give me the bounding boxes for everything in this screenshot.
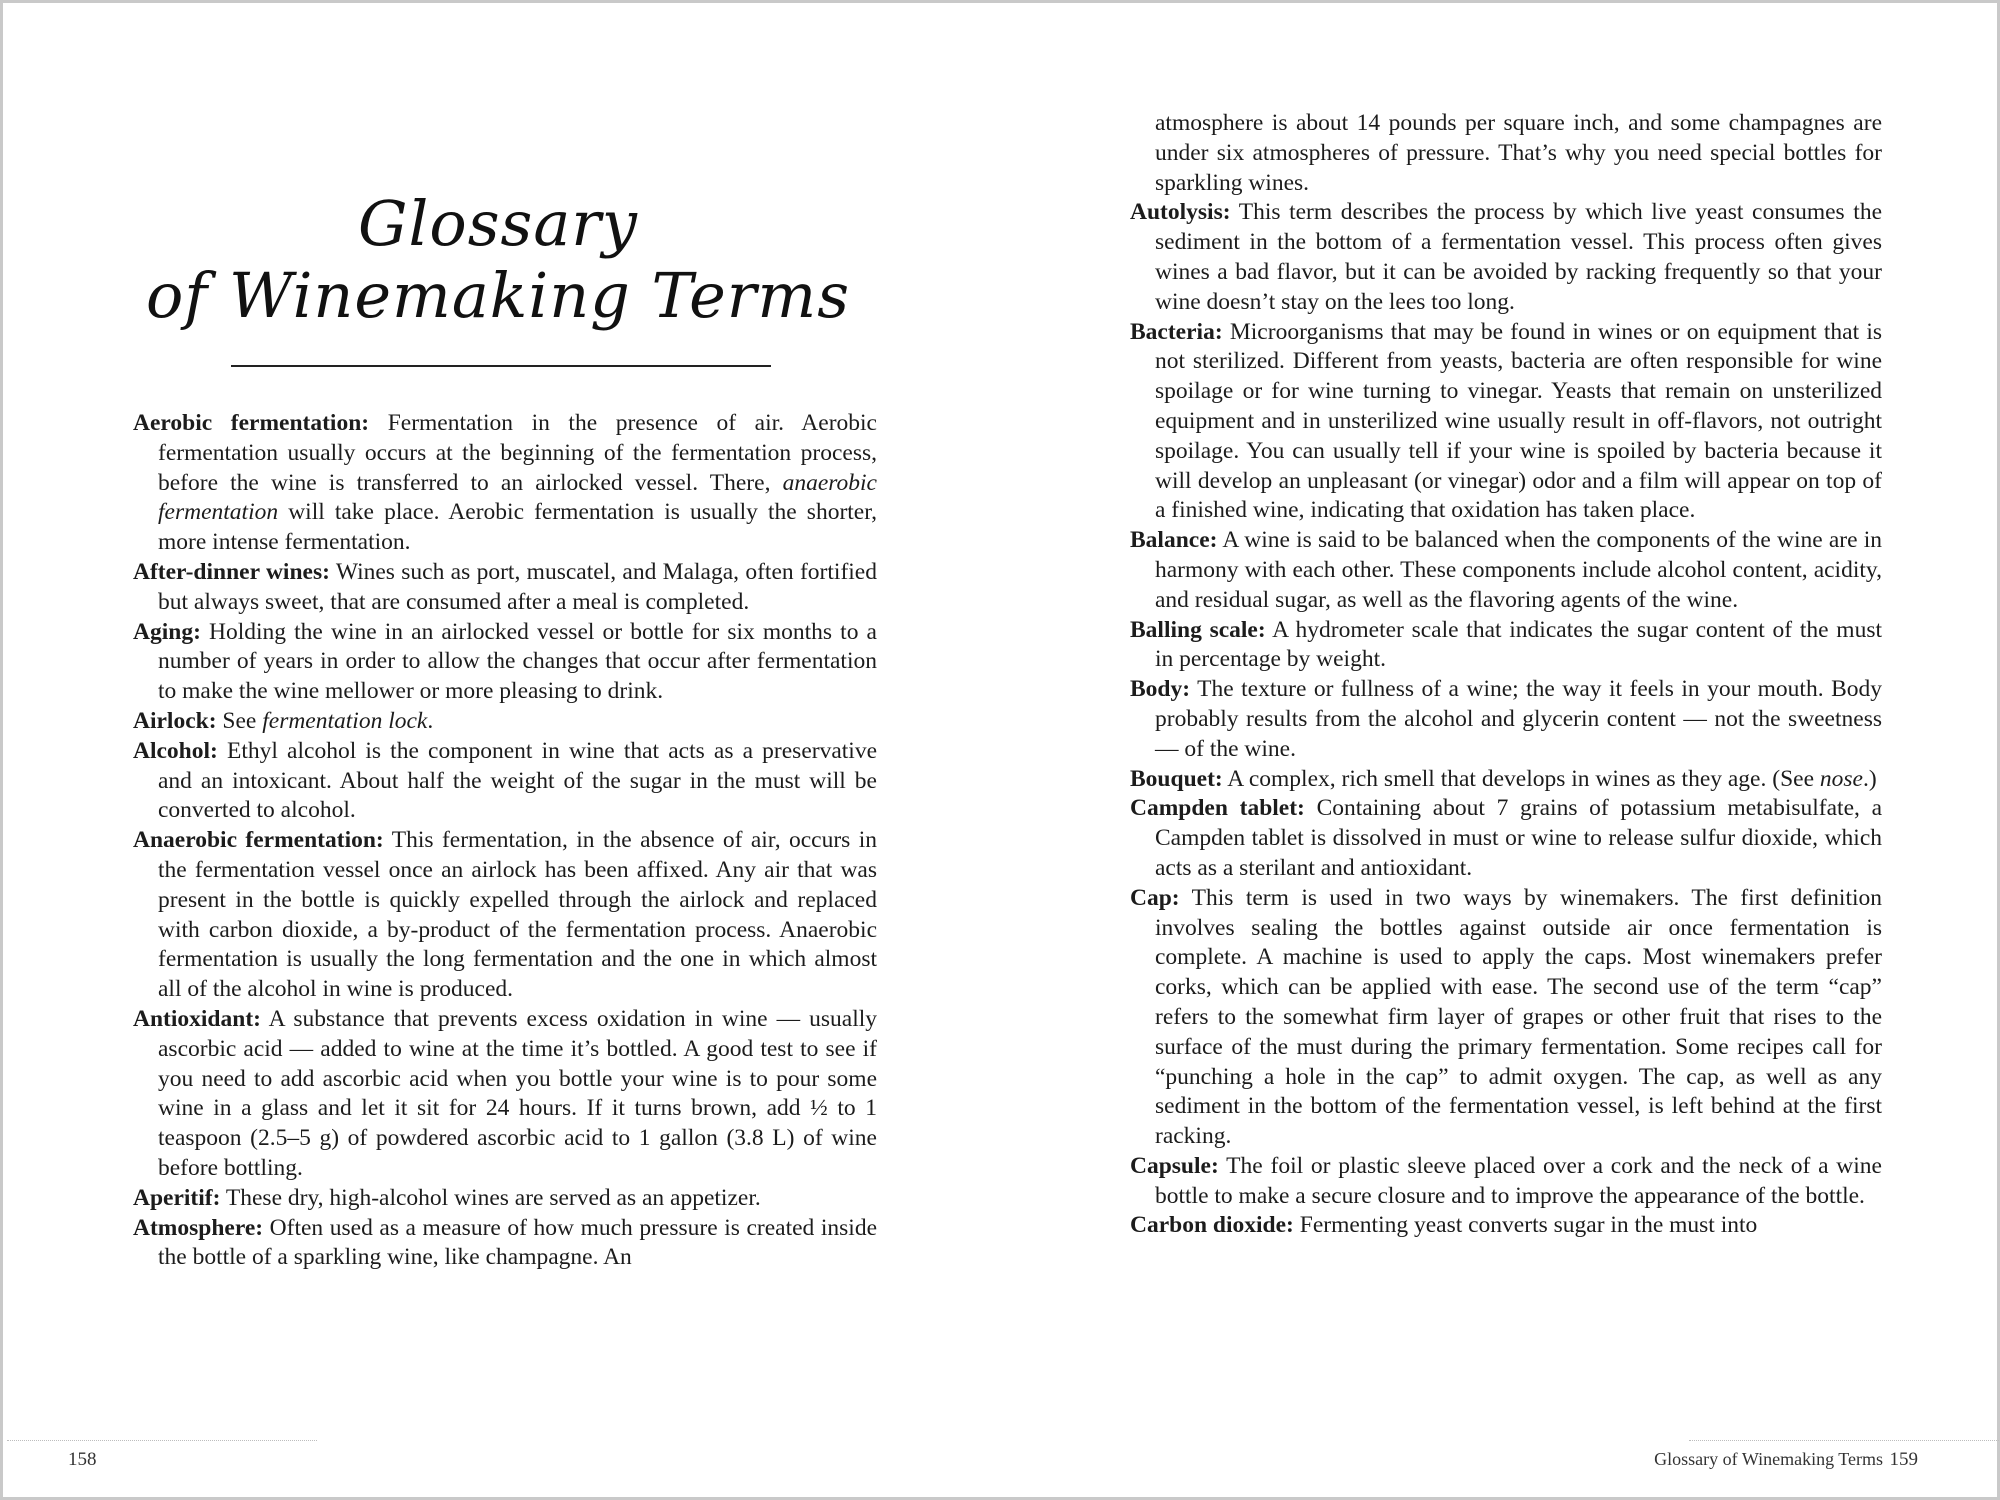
title-line-1: Glossary — [358, 187, 638, 260]
entry-term: Aperitif: — [133, 1184, 221, 1211]
entry-definition: This term describes the process by which live yeast consumes the sediment in the bottom of a fermentation vessel. This process often gives wines a bad flavor, but it can be avoided by racking frequently so that your wine doesn’t stay on the lees too long. — [1155, 199, 1882, 315]
cross-reference: anaerobic fermentation — [158, 469, 877, 526]
glossary-column-right — [1130, 109, 1882, 1241]
glossary-entry — [133, 1214, 877, 1274]
page-number: 159 — [1889, 1449, 1918, 1470]
entry-term: Aging: — [133, 618, 201, 645]
entry-definition-end: . — [427, 707, 434, 734]
entry-term: Airlock: — [133, 707, 217, 734]
entry-term: Campden tablet: — [1130, 795, 1305, 822]
entry-term: Capsule: — [1130, 1152, 1219, 1179]
entry-continuation: atmosphere is about 14 pounds per square inch, and some champagnes are under six atmospheres of pressure. That’s why you need special bottles for sparkling wines. — [1155, 110, 1882, 196]
title-line-2: of Winemaking Terms — [145, 259, 851, 332]
entry-definition: Ethyl alcohol is the component in wine that acts as a preservative and an intoxicant. About half the weight of the sugar in the must will be converted to alcohol. — [158, 737, 877, 824]
entry-term: Carbon dioxide: — [1130, 1212, 1294, 1239]
entry-definition: A wine is said to be balanced when the components of the wine are in harmony with each other. These components include alcohol content, acidity, and residual sugar, as well as the flavoring agents of the wine. — [1155, 527, 1882, 613]
glossary-entry — [1130, 1152, 1882, 1212]
glossary-entry — [133, 618, 877, 707]
entry-definition: The texture or fullness of a wine; the way it feels in your mouth. Body probably results from the alcohol and glycerin content — not the sweetness — of the wine. — [1155, 676, 1882, 762]
glossary-entry — [1130, 675, 1882, 764]
entry-term: Bouquet: — [1130, 765, 1223, 792]
glossary-entry — [133, 1184, 877, 1214]
footer-rule — [7, 1440, 317, 1441]
entry-definition: This fermentation, in the absence of air, occurs in the fermentation vessel once an airlock has been affixed. Any air that was present in the bottle is quickly expelled through the airlock and replaced with carbon dioxide, a by-product of the fermentation process. Anaerobic fermentation is usually the long fermentation and the one in which almost all of the alcohol in wine is produced. — [158, 827, 877, 1003]
glossary-entry — [1130, 526, 1882, 615]
footer-rule — [1689, 1440, 1999, 1441]
glossary-entry — [133, 409, 877, 558]
entry-definition: Often used as a measure of how much pressure is created inside the bottle of a sparkling wine, like champagne. An — [158, 1214, 877, 1271]
entry-term: Alcohol: — [133, 737, 218, 764]
entry-term: Balance: — [1130, 527, 1218, 554]
glossary-entry — [1130, 318, 1882, 527]
page-number: 158 — [68, 1449, 97, 1470]
glossary-entry — [1130, 765, 1882, 795]
glossary-entry — [1130, 794, 1882, 883]
entry-term: Anaerobic fermentation: — [133, 827, 384, 854]
glossary-entry — [1130, 616, 1882, 676]
entry-definition: These dry, high-alcohol wines are served as an appetizer. — [220, 1184, 761, 1211]
entry-term: Aerobic fermentation: — [133, 410, 370, 436]
entry-definition: Fermentation in the presence of air. Aerobic fermentation usually occurs at the beginning of the fermentation process, before the wine is transferred to an airlocked vessel. There, — [158, 410, 877, 496]
glossary-column-left — [133, 409, 877, 1273]
running-head: Glossary of Winemaking Terms — [1654, 1449, 1883, 1469]
right-page — [1003, 3, 2000, 1497]
entry-definition: Containing about 7 grains of potassium metabisulfate, a Campden tablet is dissolved in must or wine to release sulfur dioxide, which acts as a sterilant and antioxidant. — [1155, 795, 1882, 881]
entry-term: After-dinner wines: — [133, 558, 330, 585]
glossary-entry — [133, 737, 877, 826]
entry-definition: A hydrometer scale that indicates the sugar content of the must in percentage by weight. — [1155, 616, 1882, 673]
glossary-entry — [133, 707, 877, 737]
left-page — [3, 3, 1003, 1497]
entry-definition-end: .) — [1862, 765, 1877, 792]
entry-definition: Fermenting yeast converts sugar in the must into — [1293, 1212, 1758, 1239]
glossary-entry — [133, 558, 877, 618]
cross-reference: fermentation lock — [262, 707, 428, 734]
entry-definition: This term is used in two ways by winemakers. The first definition involves sealing the bottles against outside air once fermentation is complete. A machine is used to apply the caps. Most winemakers prefer corks, which can be applied with ease. The second use of the term “cap” refers to the somewhat firm layer of grapes or other fruit that rises to the surface of the must during the primary fermentation. Some recipes call for “punching a hole in the cap” to admit oxygen. The cap, as well as any sediment in the bottom of the fermentation vessel, is left behind at the first racking. — [1155, 884, 1882, 1150]
entry-definition: Wines such as port, muscatel, and Malaga, often fortified but always sweet, that are consumed after a meal is completed. — [158, 558, 877, 615]
entry-term: Autolysis: — [1130, 199, 1231, 226]
entry-term: Atmosphere: — [133, 1214, 264, 1241]
entry-term: Antioxidant: — [133, 1005, 261, 1032]
entry-term: Cap: — [1130, 884, 1180, 911]
glossary-entry — [1130, 198, 1882, 317]
page-title — [133, 188, 863, 332]
entry-definition: Holding the wine in an airlocked vessel or bottle for six months to a number of years in order to allow the changes that occur after fermentation to make the wine mellower or more pleasing to drink. — [158, 618, 877, 705]
glossary-entry — [1130, 1211, 1882, 1241]
entry-term: Bacteria: — [1130, 318, 1223, 345]
entry-definition-end: will take place. Aerobic fermentation is usually the shorter, more intense fermentation. — [158, 499, 877, 556]
entry-definition: See — [216, 707, 263, 734]
entry-definition: A substance that prevents excess oxidation in wine — usually ascorbic acid — added to wine at the time it’s bottled. A good test to see if you need to add ascorbic acid when you bottle your wine is to pour some wine in a glass and let it sit for 24 hours. If it turns brown, add ½ to 1 teaspoon (2.5–5 g) of powdered ascorbic acid to 1 gallon (3.8 L) of wine before bottling. — [158, 1005, 877, 1181]
glossary-entry — [133, 826, 877, 1005]
entry-definition: Microorganisms that may be found in wines or on equipment that is not sterilized. Different from yeasts, bacteria are often responsible for wine spoilage or for wine turning to vinegar. Yeasts that remain on unsterilized equipment and in unsterilized wine usually result in off-flavors, not outright spoilage. You can usually tell if your wine is spoiled by bacteria because it will develop an unpleasant (or vinegar) odor and a film will appear on top of a finished wine, indicating that oxidation has taken place. — [1155, 318, 1882, 524]
entry-definition: The foil or plastic sleeve placed over a cork and the neck of a wine bottle to make a secure closure and to improve the appearance of the bottle. — [1155, 1152, 1882, 1209]
glossary-entry — [133, 1005, 877, 1184]
title-divider — [231, 365, 771, 367]
entry-definition: A complex, rich smell that develops in wines as they age. (See — [1222, 765, 1820, 792]
cross-reference: nose — [1819, 765, 1863, 792]
glossary-entry — [1130, 884, 1882, 1152]
entry-term: Balling scale: — [1130, 616, 1266, 643]
entry-term: Body: — [1130, 676, 1191, 703]
